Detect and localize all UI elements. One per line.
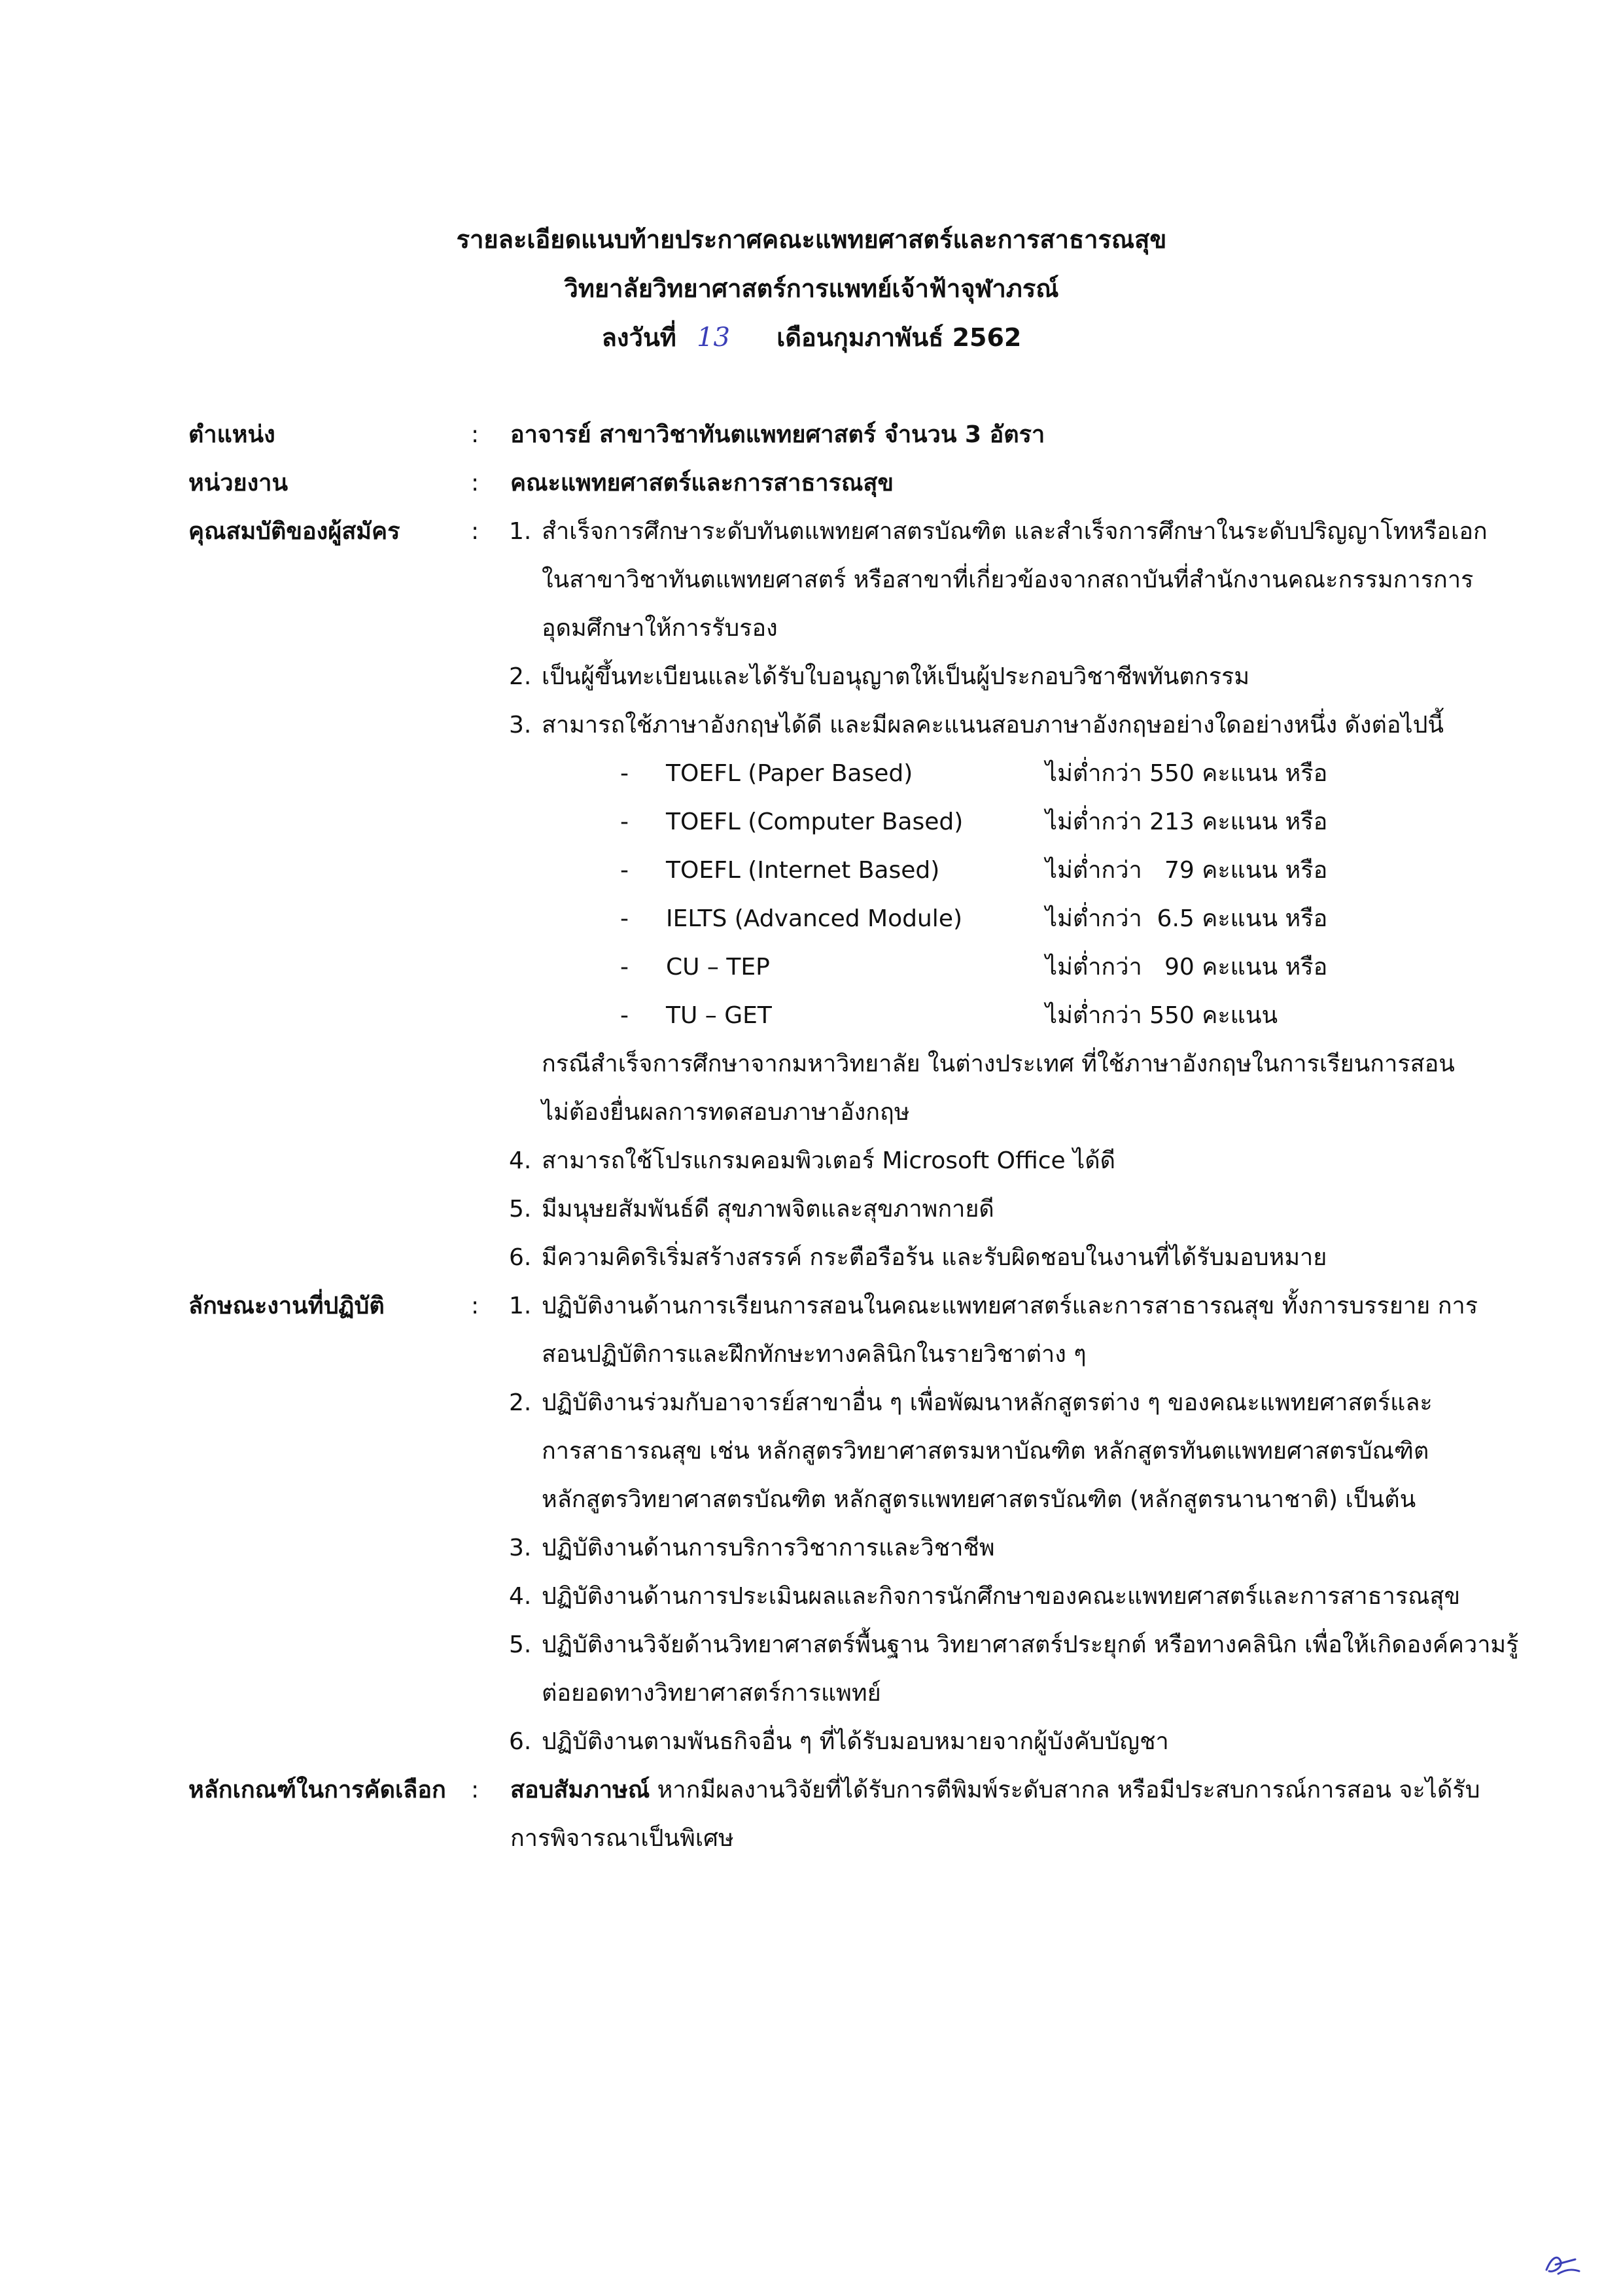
test-name: TOEFL (Internet Based) xyxy=(666,857,940,884)
item-number: 1. xyxy=(509,518,532,545)
header-date-line xyxy=(0,317,1623,357)
unit-value: คณะแพทยศาสตร์และการสาธารณสุข xyxy=(510,470,894,496)
test-requirement: ไม่ต่ำกว่า 213 คะแนน หรือ xyxy=(1045,809,1328,835)
criteria-row-cont xyxy=(0,1815,1623,1863)
header-line-2: วิทยาลัยวิทยาศาสตร์การแพทย์เจ้าฟ้าจุฬาภรณ์ xyxy=(564,274,1059,303)
item-text: ต่อยอดทางวิทยาศาสตร์การแพทย์ xyxy=(542,1680,881,1707)
test-name: TOEFL (Computer Based) xyxy=(666,809,964,835)
criteria-text xyxy=(510,1766,1480,1815)
qualification-item-5 xyxy=(0,1185,1623,1234)
test-requirement: ไม่ต่ำกว่า 79 คะแนน หรือ xyxy=(1045,857,1328,884)
item-text: อุดมศึกษาให้การรับรอง xyxy=(542,615,778,642)
qualification-item-2 xyxy=(0,653,1623,701)
handwritten-date-day: 13 xyxy=(697,322,730,353)
criteria-row xyxy=(0,1766,1623,1815)
item-text: ปฏิบัติงานร่วมกับอาจารย์สาขาอื่น ๆ เพื่อพัฒนาหลักสูตรต่าง ๆ ของคณะแพทยศาสตร์และ xyxy=(542,1389,1433,1416)
duty-item-6 xyxy=(0,1718,1623,1766)
dash: - xyxy=(620,760,629,787)
test-row xyxy=(0,846,1623,895)
test-row xyxy=(0,895,1623,943)
test-name: TOEFL (Paper Based) xyxy=(666,760,913,787)
dash: - xyxy=(620,1002,629,1029)
test-row xyxy=(0,992,1623,1040)
criteria-text: การพิจารณาเป็นพิเศษ xyxy=(510,1825,734,1852)
duty-item-4 xyxy=(0,1573,1623,1621)
item-text: สอนปฏิบัติการและฝึกทักษะทางคลินิกในรายวิชาต่าง ๆ xyxy=(542,1341,1087,1368)
test-row xyxy=(0,750,1623,798)
item-number: 6. xyxy=(509,1728,532,1755)
exemption-text: กรณีสำเร็จการศึกษาจากมหาวิทยาลัย ในต่างประเทศ ที่ใช้ภาษาอังกฤษในการเรียนการสอน xyxy=(542,1051,1455,1077)
item-number: 4. xyxy=(509,1147,532,1174)
item-text: ปฏิบัติงานวิจัยด้านวิทยาศาสตร์พื้นฐาน วิทยาศาสตร์ประยุกต์ หรือทางคลินิก เพื่อให้เกิดองค์ความรู้ xyxy=(542,1631,1519,1658)
qualification-item-3 xyxy=(0,701,1623,750)
test-requirement: ไม่ต่ำกว่า 550 คะแนน xyxy=(1045,1002,1278,1029)
initials-scribble-icon xyxy=(1543,2250,1582,2279)
item-number: 3. xyxy=(509,712,532,739)
item-text: เป็นผู้ขึ้นทะเบียนและได้รับใบอนุญาตให้เป็นผู้ประกอบวิชาชีพทันตกรรม xyxy=(542,663,1250,690)
qualification-item-4 xyxy=(0,1137,1623,1185)
duty-item-5 xyxy=(0,1621,1623,1669)
item-number: 5. xyxy=(509,1631,532,1658)
criteria-bold: สอบสัมภาษณ์ xyxy=(510,1777,650,1803)
duty-item-2-cont xyxy=(0,1476,1623,1524)
colon: : xyxy=(471,518,480,545)
test-requirement: ไม่ต่ำกว่า 90 คะแนน หรือ xyxy=(1045,954,1328,981)
item-text: การสาธารณสุข เช่น หลักสูตรวิทยาศาสตรมหาบัณฑิต หลักสูตรทันตแพทยศาสตรบัณฑิต xyxy=(542,1438,1429,1465)
test-name: IELTS (Advanced Module) xyxy=(666,905,963,932)
handwritten-initials-mark xyxy=(1543,2250,1582,2286)
test-name: CU – TEP xyxy=(666,954,770,981)
colon: : xyxy=(471,1777,480,1803)
qualifications-label: คุณสมบัติของผู้สมัคร xyxy=(188,518,400,545)
colon: : xyxy=(471,470,480,496)
exemption-text: ไม่ต้องยื่นผลการทดสอบภาษาอังกฤษ xyxy=(542,1099,910,1126)
item-number: 4. xyxy=(509,1583,532,1610)
test-row xyxy=(0,798,1623,846)
test-name: TU – GET xyxy=(666,1002,772,1029)
qualification-item-1 xyxy=(0,508,1623,556)
colon: : xyxy=(471,1293,480,1319)
test-requirement: ไม่ต่ำกว่า 550 คะแนน หรือ xyxy=(1045,760,1328,787)
position-value: อาจารย์ สาขาวิชาทันตแพทยศาสตร์ จำนวน 3 อัตรา xyxy=(510,421,1045,448)
dash: - xyxy=(620,809,629,835)
item-text: สามารถใช้ภาษาอังกฤษได้ดี และมีผลคะแนนสอบภาษาอังกฤษอย่างใดอย่างหนึ่ง ดังต่อไปนี้ xyxy=(542,712,1444,739)
item-number: 5. xyxy=(509,1196,532,1223)
duty-item-1-cont xyxy=(0,1331,1623,1379)
item-text: มีมนุษยสัมพันธ์ดี สุขภาพจิตและสุขภาพกายดี xyxy=(542,1196,994,1223)
item-number: 2. xyxy=(509,1389,532,1416)
test-row xyxy=(0,943,1623,992)
duty-item-5-cont xyxy=(0,1669,1623,1718)
item-number: 6. xyxy=(509,1244,532,1271)
date-suffix: เดือนกุมภาพันธ์ 2562 xyxy=(777,323,1022,352)
item-text: มีความคิดริเริ่มสร้างสรรค์ กระตือรือร้น และรับผิดชอบในงานที่ได้รับมอบหมาย xyxy=(542,1244,1327,1271)
item-number: 2. xyxy=(509,663,532,690)
item-number: 1. xyxy=(509,1293,532,1319)
date-prefix: ลงวันที่ xyxy=(601,323,676,352)
position-row xyxy=(0,411,1623,459)
dash: - xyxy=(620,857,629,884)
item-text: ในสาขาวิชาทันตแพทยศาสตร์ หรือสาขาที่เกี่ยวข้องจากสถาบันที่สำนักงานคณะกรรมการการ xyxy=(542,566,1474,593)
criteria-label: หลักเกณฑ์ในการคัดเลือก xyxy=(188,1777,446,1803)
dash: - xyxy=(620,954,629,981)
duties-label: ลักษณะงานที่ปฏิบัติ xyxy=(188,1293,385,1319)
criteria-rest: หากมีผลงานวิจัยที่ได้รับการตีพิมพ์ระดับสากล หรือมีประสบการณ์การสอน จะได้รับ xyxy=(650,1777,1480,1803)
exemption-line xyxy=(0,1040,1623,1088)
colon: : xyxy=(471,421,480,448)
qualification-item-1-cont xyxy=(0,604,1623,653)
duty-item-2 xyxy=(0,1379,1623,1427)
item-text: ปฏิบัติงานด้านการประเมินผลและกิจการนักศึกษาของคณะแพทยศาสตร์และการสาธารณสุข xyxy=(542,1583,1461,1610)
unit-label: หน่วยงาน xyxy=(188,470,288,496)
position-label: ตำแหน่ง xyxy=(188,421,275,448)
item-text: ปฏิบัติงานตามพันธกิจอื่น ๆ ที่ได้รับมอบหมายจากผู้บังคับบัญชา xyxy=(542,1728,1169,1755)
dash: - xyxy=(620,905,629,932)
unit-row xyxy=(0,459,1623,508)
item-text: หลักสูตรวิทยาศาสตรบัณฑิต หลักสูตรแพทยศาสตรบัณฑิต (หลักสูตรนานาชาติ) เป็นต้น xyxy=(542,1486,1416,1513)
qualification-item-6 xyxy=(0,1234,1623,1282)
item-text: สามารถใช้โปรแกรมคอมพิวเตอร์ Microsoft Office ได้ดี xyxy=(542,1147,1115,1174)
duty-item-2-cont xyxy=(0,1427,1623,1476)
item-text: ปฏิบัติงานด้านการบริการวิชาการและวิชาชีพ xyxy=(542,1535,995,1561)
item-number: 3. xyxy=(509,1535,532,1561)
header-line-1: รายละเอียดแนบท้ายประกาศคณะแพทยศาสตร์และการสาธารณสุข xyxy=(456,225,1167,254)
item-text: ปฏิบัติงานด้านการเรียนการสอนในคณะแพทยศาสตร์และการสาธารณสุข ทั้งการบรรยาย การ xyxy=(542,1293,1478,1319)
exemption-line xyxy=(0,1088,1623,1137)
duty-item-1 xyxy=(0,1282,1623,1331)
test-requirement: ไม่ต่ำกว่า 6.5 คะแนน หรือ xyxy=(1045,905,1328,932)
item-text: สำเร็จการศึกษาระดับทันตแพทยศาสตรบัณฑิต และสำเร็จการศึกษาในระดับปริญญาโทหรือเอก xyxy=(542,518,1488,545)
qualification-item-1-cont xyxy=(0,556,1623,604)
duty-item-3 xyxy=(0,1524,1623,1573)
